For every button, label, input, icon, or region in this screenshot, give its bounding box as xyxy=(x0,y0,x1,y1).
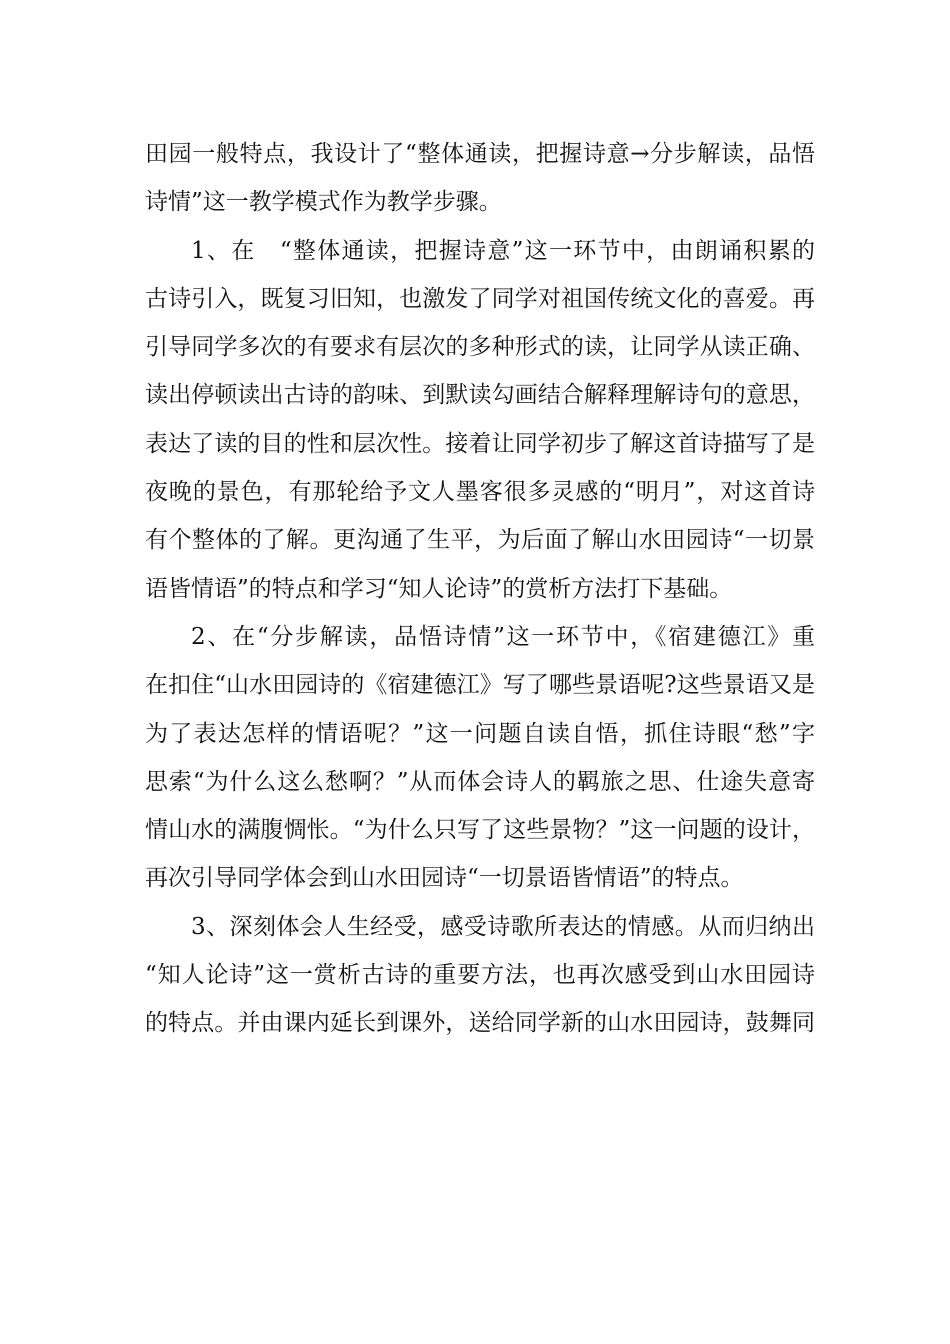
text-line: “知人论诗”这一赏析古诗的重要方法，也再次感受到山水田园诗 xyxy=(145,962,815,989)
text-line: 田园一般特点，我设计了“整体通读，把握诗意→分步解读，品悟 xyxy=(145,141,815,167)
text-line: 为了表达怎样的情语呢？”这一问题自读自悟，抓住诗眼“愁”字 xyxy=(145,720,815,747)
text-line: 有个整体的了解。更沟通了生平，为后面了解山水田园诗“一切景 xyxy=(145,527,815,554)
text-line: 夜晚的景色，有那轮给予文人墨客很多灵感的“明月”，对这首诗 xyxy=(145,479,815,506)
text-line: 表达了读的目的性和层次性。接着让同学初步了解这首诗描写了是 xyxy=(145,430,815,457)
text-line: 的特点。并由课内延长到课外，送给同学新的山水田园诗，鼓舞同 xyxy=(145,1010,815,1037)
text-line: 在扣住“山水田园诗的《宿建德江》写了哪些景语呢?这些景语又是 xyxy=(145,672,815,699)
text-line: 2、在“分步解读，品悟诗情”这一环节中，《宿建德江》重 xyxy=(191,623,815,650)
text-line: 古诗引入，既复习旧知，也激发了同学对祖国传统文化的喜爱。再 xyxy=(145,285,815,312)
text-line: 引导同学多次的有要求有层次的多种形式的读，让同学从读正确、 xyxy=(145,334,815,361)
text-line: 再次引导同学体会到山水田园诗“一切景语皆情语”的特点。 xyxy=(145,865,744,892)
text-line: 1、在 “整体通读，把握诗意”这一环节中，由朗诵积累的 xyxy=(191,237,815,264)
body-text xyxy=(145,130,815,1048)
text-line: 诗情”这一教学模式作为教学步骤。 xyxy=(145,189,502,216)
text-line: 思索“为什么这么愁啊？”从而体会诗人的羁旅之思、仕途失意寄 xyxy=(145,768,815,795)
text-line: 语皆情语”的特点和学习“知人论诗”的赏析方法打下基础。 xyxy=(145,575,733,602)
text-line: 情山水的满腹惆怅。“为什么只写了这些景物？”这一问题的设计， xyxy=(145,817,815,844)
text-line: 3、深刻体会人生经受，感受诗歌所表达的情感。从而归纳出 xyxy=(191,913,815,940)
text-line: 读出停顿读出古诗的韵味、到默读勾画结合解释理解诗句的意思， xyxy=(145,382,815,409)
